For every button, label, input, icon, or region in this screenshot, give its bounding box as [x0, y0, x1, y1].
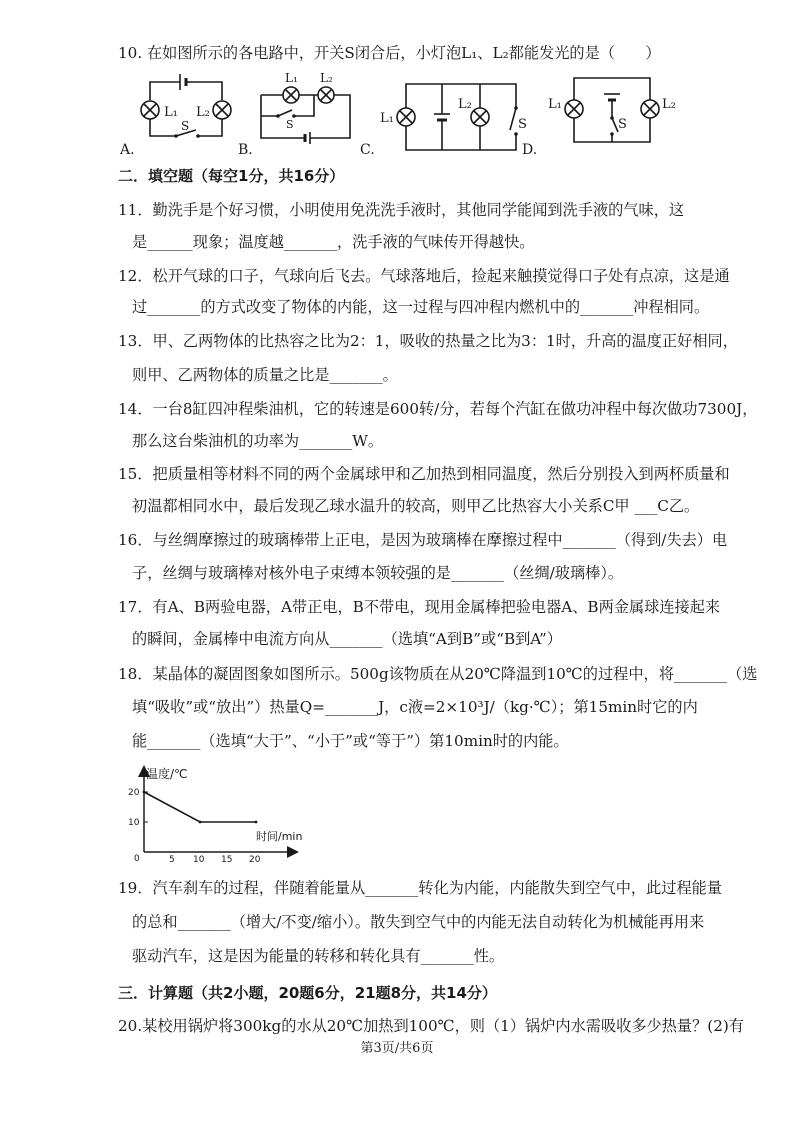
question-20-line-1: 20.某校用锅炉将300kg的水从20℃加热到100℃，则（1）锅炉内水需吸收多少热量？(2)有	[118, 1017, 744, 1035]
graph-xtick-5: 5	[169, 855, 175, 865]
question-19-line-1: 19．汽车刹车的过程，伴随着能量从_______转化为内能，内能散失到空气中，此过程能量	[118, 879, 723, 897]
question-17-line-1: 17．有A、B两验电器，A带正电，B不带电，现用金属棒把验电器A、B两金属球连接起来	[118, 598, 721, 616]
graph-ylabel: 温度/℃	[146, 767, 188, 781]
circuit-b-s-label: S	[286, 118, 294, 131]
circuit-d-diagram	[546, 72, 691, 148]
graph-ytick-20: 20	[128, 788, 140, 798]
question-14-line-1: 14．一台8缸四冲程柴油机，它的转速是600转/分，若每个汽缸在做功冲程中每次做功7300J，	[118, 400, 758, 418]
question-13-line-1: 13．甲、乙两物体的比热容之比为2：1，吸收的热量之比为3：1时，升高的温度正好相同，	[118, 332, 738, 350]
graph-point-2	[255, 821, 258, 824]
graph-xtick-15: 15	[221, 855, 233, 865]
question-12-line-1: 12．松开气球的口子，气球向后飞去。气球落地后，捡起来触摸觉得口子处有点凉，这是通	[118, 267, 730, 285]
graph-ytick-10: 10	[128, 818, 140, 828]
question-13-line-2: 则甲、乙两物体的质量之比是_______。	[132, 366, 398, 384]
circuit-c-l1-label: L₁	[380, 111, 394, 126]
circuit-d-l2-label: L₂	[662, 97, 676, 112]
circuit-a-l1-label: L₁	[164, 105, 178, 120]
graph-xtick-10: 10	[193, 855, 205, 865]
circuit-d-s-label: S	[618, 117, 627, 132]
graph-point-0	[143, 791, 146, 794]
circuit-c-l2-label: L₂	[458, 97, 472, 112]
question-11-line-2: 是______现象；温度越_______，洗手液的气味传开得越快。	[132, 233, 535, 251]
question-18-line-2: 填“吸收”或“放出”）热量Q=_______J，c液=2×10³J/（kg·℃）；第15min时它的内	[132, 698, 698, 716]
circuit-b-diagram	[258, 70, 358, 150]
question-17-line-2: 的瞬间，金属棒中电流方向从_______（选填“A到B”或“B到A”）	[132, 630, 562, 648]
solidification-graph	[124, 762, 324, 867]
question-18-line-3: 能_______（选填“大于”、“小于”或“等于”）第10min时的内能。	[132, 732, 569, 750]
question-18-line-1: 18．某晶体的凝固图象如图所示。500g该物质在从20℃降温到10℃的过程中，将_______（选	[118, 665, 758, 683]
circuit-c-diagram	[378, 78, 528, 158]
option-a-label: A.	[120, 142, 135, 158]
question-11-line-1: 11．勤洗手是个好习惯，小明使用免洗洗手液时，其他同学能闻到洗手液的气味，这	[118, 201, 685, 219]
section-3-title: 三．计算题（共2小题，20题6分，21题8分，共14分）	[118, 984, 497, 1002]
circuit-b-l1-label: L₁	[285, 71, 298, 85]
question-14-line-2: 那么这台柴油机的功率为_______W。	[132, 432, 384, 450]
question-12-line-2: 过_______的方式改变了物体的内能，这一过程与四冲程内燃机中的_______冲程相同。	[132, 298, 710, 316]
graph-xlabel: 时间/min	[256, 830, 303, 843]
circuit-a-s-label: S	[181, 119, 190, 133]
question-16-line-2: 子，丝绸与玻璃棒对核外电子束缚本领较强的是_______（丝绸/玻璃棒）。	[132, 564, 624, 582]
question-15-line-1: 15．把质量相等材料不同的两个金属球甲和乙加热到相同温度，然后分别投入到两杯质量和	[118, 465, 730, 483]
page-number: 第3页/共6页	[360, 1041, 434, 1056]
question-16-line-1: 16．与丝绸摩擦过的玻璃棒带上正电，是因为玻璃棒在摩擦过程中_______（得到/失去）电	[118, 531, 728, 549]
circuit-b-l2-label: L₂	[320, 71, 333, 85]
graph-origin: 0	[134, 854, 140, 864]
section-2-title: 二．填空题（每空1分，共16分）	[118, 167, 345, 185]
question-19-line-2: 的总和_______（增大/不变/缩小）。散失到空气中的内能无法自动转化为机械能再用来	[132, 913, 705, 931]
graph-point-1	[199, 821, 202, 824]
question-15-line-2: 初温都相同水中，最后发现乙球水温升的较高，则甲乙比热容大小关系C甲 ___C乙。	[132, 497, 700, 515]
question-19-line-3: 驱动汽车，这是因为能量的转移和转化具有_______性。	[132, 947, 505, 965]
circuit-c-s-label: S	[518, 117, 527, 132]
question-10-stem: 10. 在如图所示的各电路中，开关S闭合后，小灯泡L₁、L₂都能发光的是（ ）	[118, 44, 661, 62]
circuit-a-diagram	[138, 70, 238, 150]
circuit-d-l1-label: L₁	[548, 97, 562, 112]
circuit-a-l2-label: L₂	[196, 105, 210, 120]
option-d-label: D.	[522, 142, 538, 158]
graph-series-line	[144, 792, 256, 822]
option-c-label: C.	[360, 142, 375, 158]
graph-xtick-20: 20	[249, 855, 261, 865]
option-b-label: B.	[238, 142, 253, 158]
